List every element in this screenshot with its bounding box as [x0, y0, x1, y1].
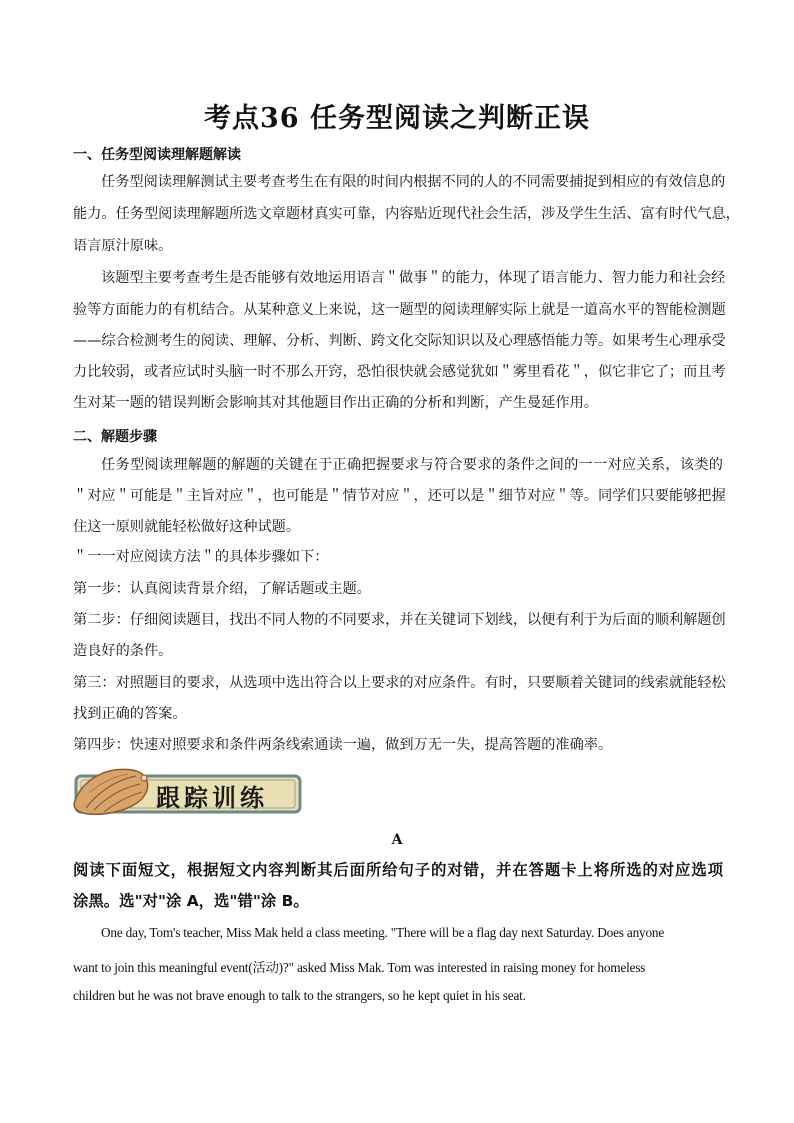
- paragraph-line: 能力。任务型阅读理解题所选文章题材真实可靠，内容贴近现代社会生活，涉及学生生活、富有时代气息，: [73, 206, 740, 222]
- paragraph-line: 该题型主要考查考生是否能够有效地运用语言＂做事＂的能力，体现了语言能力、智力能力和社会经: [101, 270, 726, 286]
- step-one: 第一步：认真阅读背景介绍，了解话题或主题。: [73, 581, 371, 597]
- passage-line: want to join this meaningful event(活动)?" asked Miss Mak. Tom was interested in raising money for homeless: [73, 960, 646, 975]
- exercise-letter: A: [391, 832, 403, 848]
- exercise-instruction: 阅读下面短文，根据短文内容判断其后面所给句子的对错，并在答题卡上将所选的对应选项: [73, 861, 723, 879]
- step-two: 第二步：仔细阅读题目，找出不同人物的不同要求，并在关键词下划线，以便有利于为后面的顺利解题创: [73, 612, 726, 628]
- passage-line: One day, Tom's teacher, Miss Mak held a class meeting. "There will be a flag day next Saturday. Does anyone: [101, 925, 665, 940]
- step-three: 第三：对照题目的要求，从选项中选出符合以上要求的对应条件。有时，只要顺着关键词的线索就能轻松: [73, 675, 726, 691]
- paragraph-line: ——综合检测考生的阅读、理解、分析、判断、跨文化交际知识以及心理感悟能力等。如果考生心理承受: [73, 333, 726, 349]
- paragraph-line: 任务型阅读理解题的解题的关键在于正确把握要求与符合要求的条件之间的一一对应关系，该类的: [101, 457, 723, 473]
- steps-intro: ＂一一对应阅读方法＂的具体步骤如下：: [73, 549, 329, 565]
- practice-banner: [70, 762, 306, 822]
- step-four: 第四步：快速对照要求和条件两条线索通读一遍，做到万无一失，提高答题的准确率。: [73, 737, 613, 753]
- paragraph-line: ＂对应＂可能是＂主旨对应＂，也可能是＂情节对应＂，还可以是＂细节对应＂等。同学们只要能够把握: [73, 488, 726, 504]
- paragraph-line: 生对某一题的错误判断会影响其对其他题目作出正确的分析和判断，产生曼延作用。: [73, 395, 598, 411]
- paragraph-line: 任务型阅读理解测试主要考查考生在有限的时间内根据不同的人的不同需要捕捉到相应的有效信息的: [101, 174, 726, 190]
- paragraph-line: 力比较弱，或者应试时头脑一时不那么开窍，恐怕很快就会感觉犹如＂雾里看花＂，似它非它了；而且考: [73, 364, 726, 380]
- step-two-cont: 造良好的条件。: [73, 643, 173, 659]
- practice-banner-label: 跟踪训练: [156, 783, 268, 812]
- paragraph-line: 验等方面能力的有机结合。从某种意义上来说，这一题型的阅读理解实际上就是一道高水平的智能检测题: [73, 302, 726, 318]
- section-heading-two: 二、解题步骤: [73, 429, 157, 445]
- page-title: 考点36 任务型阅读之判断正误: [204, 103, 590, 134]
- exercise-instruction-cont: 涂黑。选"对"涂 A，选"错"涂 B。: [73, 892, 309, 910]
- passage-line: children but he was not brave enough to talk to the strangers, so he kept quiet in his seat.: [73, 988, 526, 1003]
- paragraph-line: 住这一原则就能轻松做好这种试题。: [73, 519, 301, 535]
- paragraph-line: 语言原汁原味。: [73, 238, 173, 254]
- step-three-cont: 找到正确的答案。: [73, 706, 187, 722]
- section-heading-one: 一、任务型阅读理解题解读: [73, 147, 241, 163]
